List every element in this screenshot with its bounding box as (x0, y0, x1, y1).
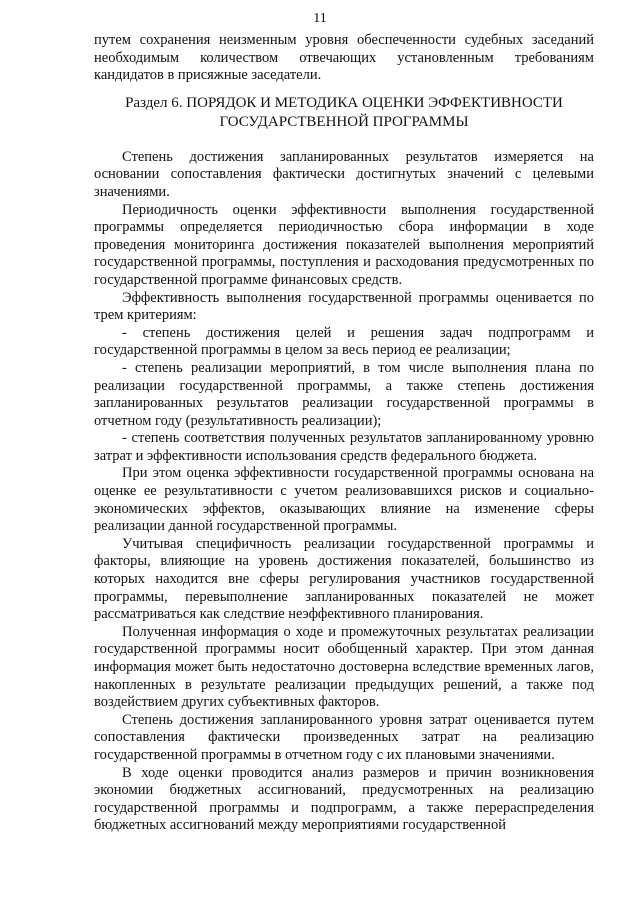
document-body (94, 32, 594, 835)
paragraph: Полученная информация о ходе и промежуточных результатах реализации государственной программы носит обобщенный характер. При этом данная информация может быть недостаточно достоверна вследствие временных лагов, накопленных в результате реализации предыдущих решений, а также под воздействием других субъективных факторов. (94, 623, 594, 711)
intro-continuation-paragraph: путем сохранения неизменным уровня обеспеченности судебных заседаний необходимым количеством отвечающих установленным требованиям кандидатов в присяжные заседатели. (94, 32, 594, 84)
list-item: - степень достижения целей и решения задач подпрограмм и государственной программы в целом за весь период ее реализации; (94, 324, 594, 359)
paragraph: При этом оценка эффективности государственной программы основана на оценке ее результативности с учетом реализовавшихся рисков и социально-экономических эффектов, оказывающих влияние на изменение сферы реализации данной государственной программы. (94, 465, 594, 535)
paragraph: Учитывая специфичность реализации государственной программы и факторы, влияющие на уровень достижения показателей, большинство из которых находится вне сферы регулирования участников государственной программы, перевыполнение запланированных показателей не может рассматриваться как следствие неэффективного планирования. (94, 535, 594, 623)
page-number: 11 (313, 11, 327, 26)
paragraph: Периодичность оценки эффективности выполнения государственной программы определяется периодичностью сбора информации в ходе проведения мониторинга достижения показателей выполнения мероприятий государственной программы, поступления и расходования предусмотренных по государственной программе финансовых средств. (94, 201, 594, 288)
list-item: - степень реализации мероприятий, в том числе выполнения плана по реализации государственной программы, а также степень достижения запланированных результатов реализации государственной программы в отчетном году (результативность реализации); (94, 359, 594, 429)
list-item: - степень соответствия полученных результатов запланированному уровню затрат и эффективности использования средств федерального бюджета. (94, 430, 594, 464)
paragraph: Эффективность выполнения государственной программы оценивается по трем критериям: (94, 289, 594, 324)
paragraph: Степень достижения запланированного уровня затрат оценивается путем сопоставления фактически произведенных затрат на реализацию государственной программы в отчетном году с их плановыми значениями. (94, 711, 594, 763)
paragraph: В ходе оценки проводится анализ размеров и причин возникновения экономии бюджетных ассигнований, предусмотренных на реализацию государственной программы и подпрограмм, а также перераспределения бюджетных ассигнований между мероприятиями государственной (94, 764, 594, 834)
section-title: Раздел 6. ПОРЯДОК И МЕТОДИКА ОЦЕНКИ ЭФФЕКТИВНОСТИ ГОСУДАРСТВЕННОЙ ПРОГРАММЫ (125, 94, 563, 130)
paragraph: Степень достижения запланированных результатов измеряется на основании сопоставления фактически достигнутых значений с целевыми значениями. (94, 148, 594, 200)
